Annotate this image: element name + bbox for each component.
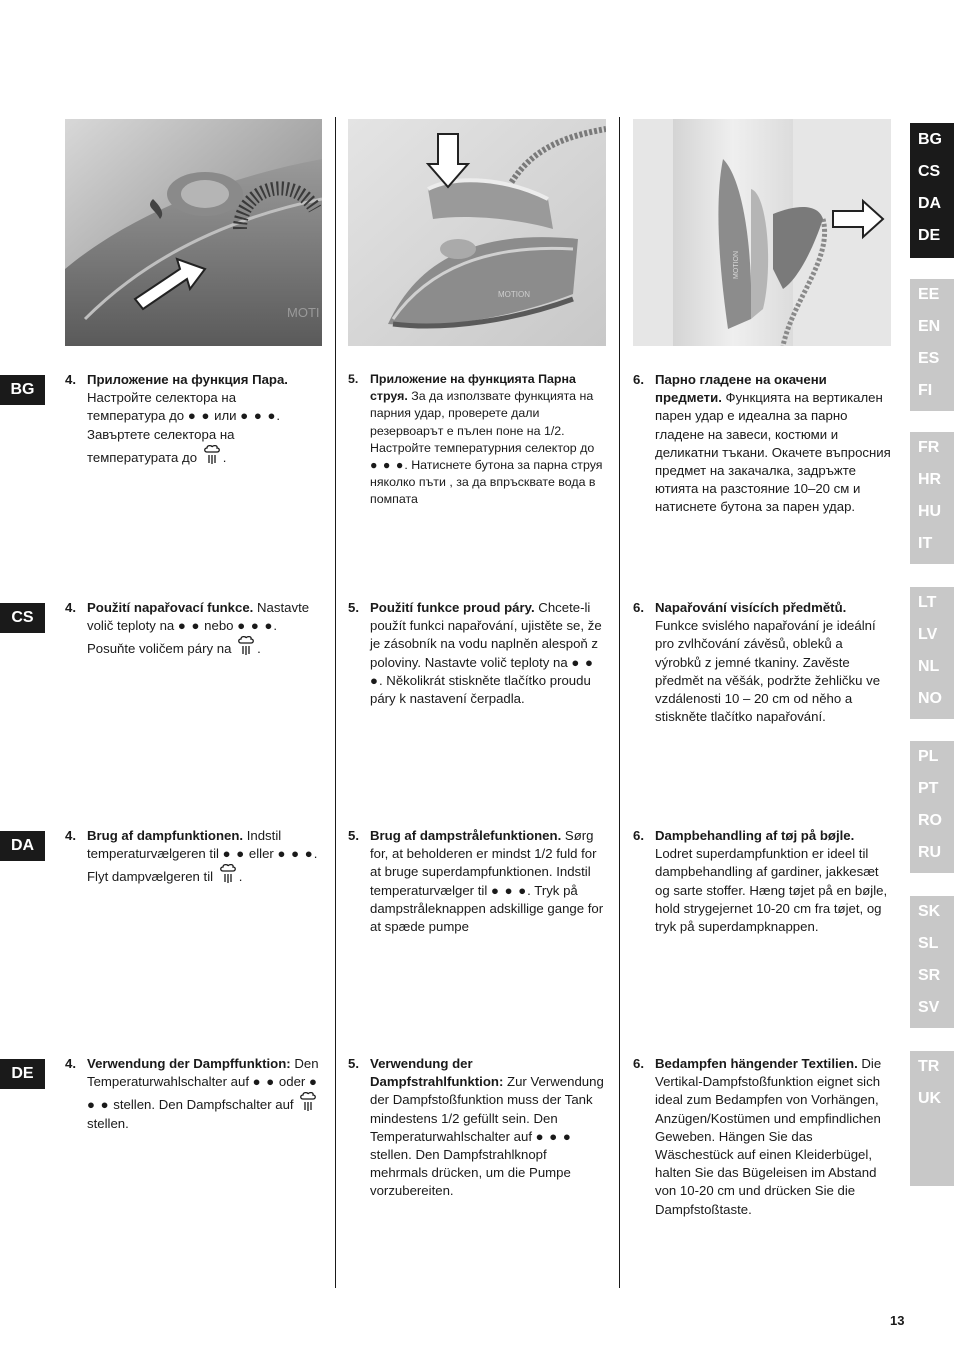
step-number: 6. [633,600,644,615]
step-title: Použití napařovací funkce. [87,600,254,615]
temperature-dots-3: ● ● ● [87,1074,318,1113]
step-title: Приложение на функция Пара. [87,372,288,387]
step-text: Dampbehandling af tøj på bøjle. Lodret superdampfunktion er ideel til dampbehandling af gardiner, jakkesæt og sarte stoffer. Hæng tøjet på en bøjle, hold strygejernet 10-20 cm fra tøjet, og tryk på superdampknappen. [655,828,888,935]
step-number: 4. [65,828,76,843]
step-6-da [633,827,891,936]
step-title: Napařování visících předmětů. [655,600,847,615]
step-number: 4. [65,1056,76,1071]
temperature-dots-2: ● ● [222,846,246,862]
step-4-bg [65,371,305,467]
photo-steam-jet [348,119,606,346]
sidebar-item-it: IT [918,535,933,552]
temperature-dots-2: ● ● [177,618,201,634]
step-text: Použití funkce proud páry. Chcete-li použít funkci napařování, ujistěte se, že je zásobník na vodu naplněn alespoň z poloviny. Nastavte volič teploty na ● ● ●. Několikrát stiskněte tlačítko proudu páry k nastavení čerpadla. [370,600,602,707]
sidebar-item-es: ES [918,350,940,367]
step-5-cs [348,599,606,708]
temperature-dots-3: ● ● ● [370,458,405,473]
step-text: Парно гладене на окачени предмети. Функцията на вертикален парен удар е идеална за парно гладене на завеси, костюми и деликатни тъкани. Окачете въпросния предмет на закачалка, задръжте ютията на разстояние 10–20 см и натиснете бутона за парен удар. [655,372,891,515]
sidebar-group-4 [910,587,954,719]
step-number: 4. [65,600,76,615]
step-number: 5. [348,1056,359,1071]
step-number: 6. [633,1056,644,1071]
sidebar-item-sk: SK [918,903,941,920]
temperature-dots-3: ● ● ● [370,654,594,688]
iron-steam-selector-photo [65,119,322,346]
temperature-dots-2: ● ● [252,1074,276,1090]
sidebar-item-sl: SL [918,935,939,952]
step-text: Brug af dampstrålefunktionen. Sørg for, at beholderen er mindst 1/2 fuld for at bruge superdampfunktionen. Indstil temperaturvælger til ● ● ●. Tryk på dampstråleknappen adskillige gange for at spæde pumpe [370,828,604,935]
temperature-dots-2: ● ● [187,408,211,424]
sidebar-item-lt: LT [918,594,937,611]
step-title: Dampbehandling af tøj på bøjle. [655,828,855,843]
steam-icon [201,444,223,466]
photo-brand-text: MOTION [733,251,740,279]
step-6-bg [633,371,891,517]
temperature-dots-3: ● ● ● [277,846,314,862]
sidebar-item-no: NO [918,690,942,707]
step-text: Bedampfen hängender Textilien. Die Vertikal-Dampfstoßfunktion eignet sich ideal zum Bedampfen von Vorhängen, Anzügen/Kostümen und empfindlichen Geweben. Hängen Sie das Wäschestück auf einen Kleiderbügel, halten Sie das Bügeleisen im Abstand von 10-20 cm und drücken Sie die Dampfstoßtaste. [655,1056,882,1217]
step-4-da [65,827,327,887]
step-5-bg [348,371,606,509]
steam-icon [235,635,257,657]
sidebar-group-1 [910,123,954,258]
step-text: Приложение на функцията Парна струя. За да използвате функцията на парния удар, проверете дали резервоарът е пълен поне на 1/2. Настройте температурния селектор до ● ● ●. Натиснете бутона за парна струя няколко пъти , за да впръсквате вода в помпата [370,372,603,507]
photo-vertical-steam [633,119,891,346]
step-title: Použití funkce proud páry. [370,600,535,615]
temperature-dots-3: ● ● ● [490,882,528,898]
temperature-dots-3: ● ● ● [240,408,277,424]
sidebar-item-ro: RO [918,812,942,829]
step-number: 6. [633,828,644,843]
iron-vertical-steam-photo [633,119,891,346]
sidebar-item-nl: NL [918,658,940,675]
column-rule-2 [619,117,620,1288]
temperature-dots-3: ● ● ● [535,1128,572,1144]
sidebar-item-pt: PT [918,780,939,797]
step-text: Použití napařovací funkce. Nastavte volič teploty na ● ● nebo ● ● ●. Posuňte voličem páry na . [87,600,310,657]
sidebar-group-3 [910,432,954,564]
step-title: Verwendung der Dampffunktion: [87,1056,291,1071]
step-text: Brug af dampfunktionen. Indstil temperaturvælgeren til ● ● eller ● ● ●. Flyt dampvælgeren til . [87,828,318,885]
sidebar-item-da: DA [918,195,942,212]
step-4-cs [65,599,323,659]
steam-icon [297,1091,319,1113]
temperature-dots-3: ● ● ● [237,618,274,634]
step-text: Verwendung der Dampffunktion: Den Temperaturwahlschalter auf ● ● oder ● ● ● stellen. Den Dampfschalter auf stellen. [87,1056,319,1131]
sidebar-group-7 [910,1051,954,1186]
sidebar-group-5 [910,741,954,873]
sidebar-item-en: EN [918,318,941,335]
step-title: Brug af dampstrålefunktionen. [370,828,562,843]
sidebar-item-hr: HR [918,471,942,488]
sidebar-item-sr: SR [918,967,941,984]
lang-tab-bg: BG [0,375,45,405]
sidebar-item-lv: LV [918,626,938,643]
step-5-da [348,827,606,936]
sidebar-item-cs: CS [918,163,941,180]
step-4-de [65,1055,327,1133]
sidebar-item-tr: TR [918,1058,940,1075]
sidebar-item-sv: SV [918,999,940,1016]
step-title: Verwendung der Dampfstrahlfunktion: [370,1056,504,1090]
step-title: Brug af dampfunktionen. [87,828,244,843]
step-title: Bedampfen hängender Textilien. [655,1056,858,1071]
photo-steam-selector [65,119,322,346]
lang-tab-de: DE [0,1059,45,1089]
lang-tab-cs: CS [0,603,45,633]
step-number: 5. [348,372,359,386]
sidebar-item-pl: PL [918,748,939,765]
sidebar-item-ee: EE [918,286,940,303]
step-number: 4. [65,372,76,387]
step-text: Napařování visících předmětů. Funkce svislého napařování je ideální pro zvlhčování závěsů, obleků a výrobků z jemné tkaniny. Zavěste předmět na věšák, podržte žehličku ve vzdálenosti 10 – 20 cm od něho a stiskněte tlačítko napařování. [655,600,881,725]
step-6-de [633,1055,891,1219]
sidebar-item-uk: UK [918,1090,942,1107]
sidebar-item-bg: BG [918,131,942,148]
step-5-de [348,1055,606,1201]
lang-tab-da: DA [0,831,45,861]
sidebar-group-6 [910,896,954,1028]
sidebar-group-2 [910,279,954,411]
page-number: 13 [890,1313,905,1328]
step-text: Verwendung der Dampfstrahlfunktion: Zur Verwendung der Dampfstoßfunktion muss der Tank mindestens 1/2 gefüllt sein. Den Temperaturwahlschalter auf ● ● ● stellen. Den Dampfstrahlknopf mehrmals drücken, um die Pumpe vorzubereiten. [370,1056,604,1199]
photo-brand-text: MOTION [498,290,530,299]
step-text: Приложение на функция Пара. Настройте селектора на температура до ● ● или ● ● ●. Завъртете селектора на температурата до . [87,372,288,465]
step-number: 5. [348,600,359,615]
step-title: Парно гладене на окачени предмети. [655,372,827,406]
step-title: Приложение на функцията Парна струя. [370,372,576,404]
photo-brand-text: MOTI [287,305,320,320]
iron-steam-jet-button-photo [348,119,606,346]
column-rule-1 [335,117,336,1288]
step-6-cs [633,599,891,726]
sidebar-item-ru: RU [918,844,942,861]
sidebar-item-fr: FR [918,439,940,456]
step-number: 5. [348,828,359,843]
step-number: 6. [633,372,644,387]
sidebar-item-de: DE [918,227,941,244]
sidebar-item-fi: FI [918,382,933,399]
sidebar-item-hu: HU [918,503,942,520]
steam-icon [217,863,239,885]
